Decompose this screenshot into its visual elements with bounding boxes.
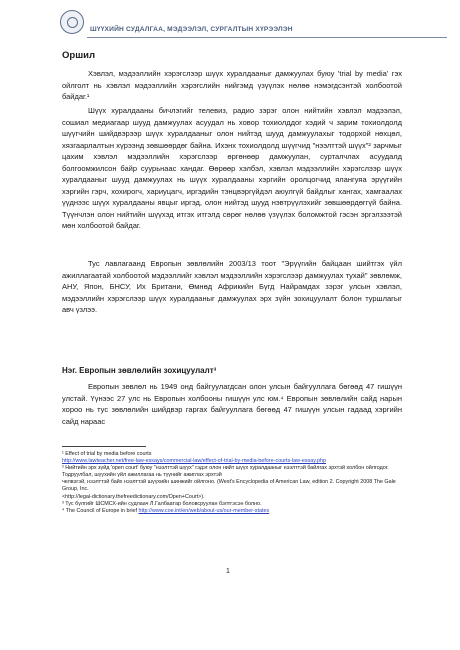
heading-introduction: Оршил (62, 50, 95, 61)
organization-line-2: ШҮҮХИЙН СУДАЛГАА, МЭДЭЭЛЭЛ, СУРГАЛТЫН ХҮРЭЭЛЭН (90, 26, 293, 33)
header-rule (87, 37, 447, 38)
footnote-2: ² Нийтийн эрх зүйд 'open court' буюу "нээлттэй шүүх" гэдэг олон нийт шүүх хуралдааныг нээлттэй байлгах эрхтэй холбон ойлгодог. Тодруулбал, шүүхийн үйл ажиллагаа нь түүнийг ажиглах эрхтэй (62, 465, 389, 479)
paragraph-3: Тус лавлагаанд Европын зөвлөлийн 2003/13 тоот "Эрүүгийн байцаан шийтгэх үйл ажиллагаатай холбоотой мэдээллийг хэвлэл мэдээллийн хэрэгслээр дамжуулах тухай" зөвлөмж, АНУ, Япон, БНСУ, Их Британи, Өмнөд Африкийн Бүгд Найрамдах зэрэг улсын хэвлэл, мэдээллийн хэрэгслээр шүүх хуралдааныг дамжуулах эрх зүйн зохицуулалт болон туршлагыг авч үзлээ. (62, 259, 402, 314)
paragraph-4: Европын зөвлөл нь 1949 онд байгуулагдсан олон улсын байгууллага бөгөөд 47 гишүүн улстай. Үүнээс 27 улс нь Европын холбооны гишүүн улс юм.⁴ Европын зөвлөлийн сайд нарын хороо нь тус зөвлөлийн шийдвэр гаргах байгууллага бөгөөд 47 гишүүн улсын гадаад хэргийн сайд нараас (62, 382, 402, 426)
footnote-separator (62, 446, 146, 447)
page-number: 1 (226, 568, 230, 575)
institute-seal-icon (60, 10, 84, 34)
section-heading: Нэг. Европын зөвлөлийн зохицуулалт³ (62, 366, 217, 375)
footnotes (62, 451, 402, 515)
page-header (60, 10, 420, 44)
paragraph-2: Шүүх хуралдааны бичлэгийг телевиз, радио зэрэг олон нийтийн хэвлэл мэдээлэл, сошиал медиагаар шууд дамжуулах асуудал нь ховор тохиолддог хэдий ч зарим тохиолдолд шүүгчийн шийдвэрээр шүүх хуралдааныг олон нийтэд шууд дамжуулахыг тодорхой нөхцөл, хязгаарлалтын хүрээнд зөвшөөрдөг байна. Ихэнх тохиолдолд шүүгчид "нээлттэй шүүх"² зарчмыг цахим хэвлэл мэдээллийн хэрэгслээр өргөнөөр дамжуулан, сурталчлах асуудалд болгоомжилсон байр суурьнаас хандаг. Өөрөөр хэлбэл, хэвлэл мэдээллийн хэрэгслээр шүүх хуралдааныг шууд дамжуулах нь шүүх хуралдааны хэргийн оролцогчид ялангуяа эрүүгийн хэргийн гэрч, хохирогч, хариуцагч, иргэдийн тэнцвэргүйдэл аюулгүй байдлыг хангах, хамгаалах үүднээс шүүх хуралдааны явцыг иргэд, олон нийтэд шууд нэвтрүүлэхийг зөвшөөрдөггүй байна. Түүнчлэн олон нийтийн шүүхэд итгэх итгэлд сөрөг нөлөө үзүүлэх боломжтой гэсэн эргэлзээтэй мөн холбоотой байдаг. (62, 106, 402, 230)
footnote-1-link[interactable]: http://www.lawteacher.net/free-law-essays/commercial-law/effect-of-trial-by-media-before-courts-law-essay.php (62, 458, 327, 465)
footnote-2-cont: челвэгэй, нээлттэй байх нээлттэй шүүхийн шинжийг ойлгоно. (West's Encyclopedia of American Law, edition 2. Copyright 2008 The Gale Group, Inc. (62, 479, 396, 493)
footnote-4 (62, 508, 402, 515)
footnote-4-link[interactable]: http://www.coe.int/en/web/about-us/our-member-states (138, 507, 270, 514)
footnote-3: ³ Тус бүлгийг ШСМСХ-ийн судлаач Л.Галбаатар боловсруулан бэлтгэсэн болно. (62, 500, 262, 507)
footnote-2-cont2: <http://legal-dictionary.thefreedictionary.com/Open+Court>). (62, 493, 205, 500)
paragraph-1: Хэвлэл, мэдээллийн хэрэгслээр шүүх хуралдааныг дамжуулах буюу 'trial by media' гэх ойлголт нь хэвлэл мэдээллийн хэрэгслийн нийгэмд үзүүлэх нөлөө нэмэгдсэнтэй холбоотой байдаг.¹ (62, 69, 402, 101)
footnote-4-text: ⁴ The Council of Europe in brief (62, 507, 139, 514)
footnote-1: ¹ Effect of trial by media before courts (62, 451, 152, 457)
